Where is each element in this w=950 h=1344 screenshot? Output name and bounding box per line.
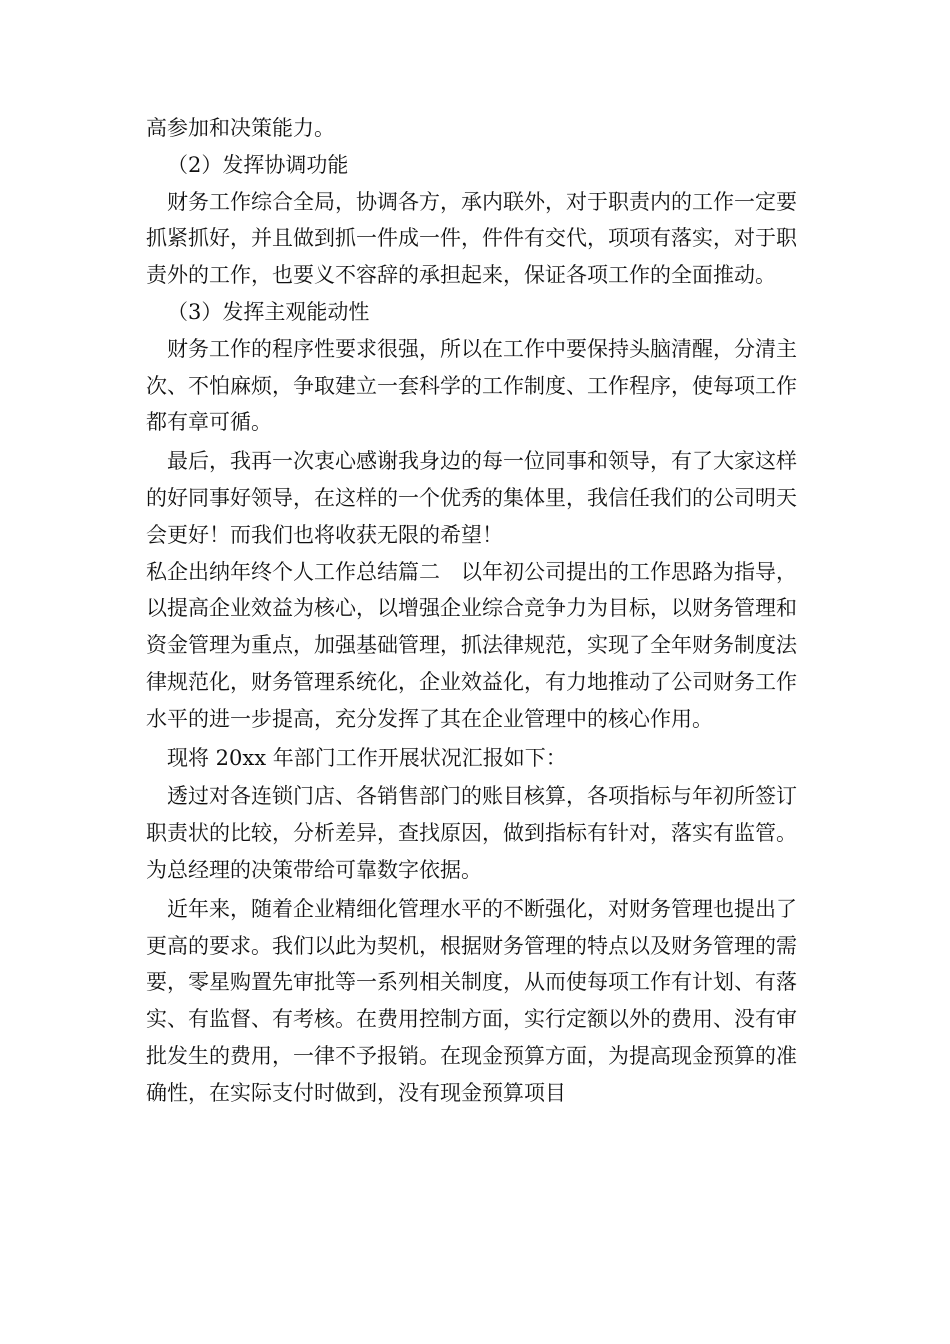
- subheading-initiative: （3）发挥主观能动性: [167, 299, 370, 324]
- paragraph-section-two: 私企出纳年终个人工作总结篇二 以年初公司提出的工作思路为指导，以提高企业效益为核心，以增强企业综合竞争力为目标，以财务管理和资金管理为重点，加强基础管理，抓法律规范，实现了全年财务制度法律规范化，财务管理系统化，企业效益化，有力地推动了公司财务工作水平的进一步提高，充分发挥了其在企业管理中的核心作用。: [146, 559, 797, 731]
- paragraph-accounting: 透过对各连锁门店、各销售部门的账目核算，各项指标与年初所签订职责状的比较，分析差异，查找原因，做到指标有针对，落实有监管。为总经理的决策带给可靠数字依据。: [146, 784, 797, 882]
- paragraph-coordination: 财务工作综合全局，协调各方，承内联外，对于职责内的工作一定要抓紧抓好，并且做到抓一件成一件，件件有交代，项项有落实，对于职责外的工作，也要义不容辞的承担起来，保证各项工作的全面推动。: [146, 189, 797, 288]
- paragraph-initiative: 财务工作的程序性要求很强，所以在工作中要保持头脑清醒，分清主次、不怕麻烦，争取建立一套科学的工作制度、工作程序，使每项工作都有章可循。: [146, 336, 797, 435]
- subheading-coordination: （2）发挥协调功能: [167, 152, 349, 177]
- paragraph-continuation: 高参加和决策能力。: [146, 116, 335, 140]
- paragraph-closing-thanks: 最后，我再一次衷心感谢我身边的每一位同事和领导，有了大家这样的好同事好领导，在这样的一个优秀的集体里，我信任我们的公司明天会更好！而我们也将收获无限的希望！: [146, 449, 797, 547]
- paragraph-report-intro: 现将 20xx 年部门工作开展状况汇报如下：: [167, 745, 567, 770]
- paragraph-management: 近年来，随着企业精细化管理水平的不断强化，对财务管理也提出了更高的要求。我们以此为契机，根据财务管理的特点以及财务管理的需要，零星购置先审批等一系列相关制度，从而使每项工作有计划、有落实、有监督、有考核。在费用控制方面，实行定额以外的费用、没有审批发生的费用，一律不予报销。在现金预算方面，为提高现金预算的准确性，在实际支付时做到，没有现金预算项目: [146, 896, 797, 1105]
- document-body: [146, 110, 814, 1112]
